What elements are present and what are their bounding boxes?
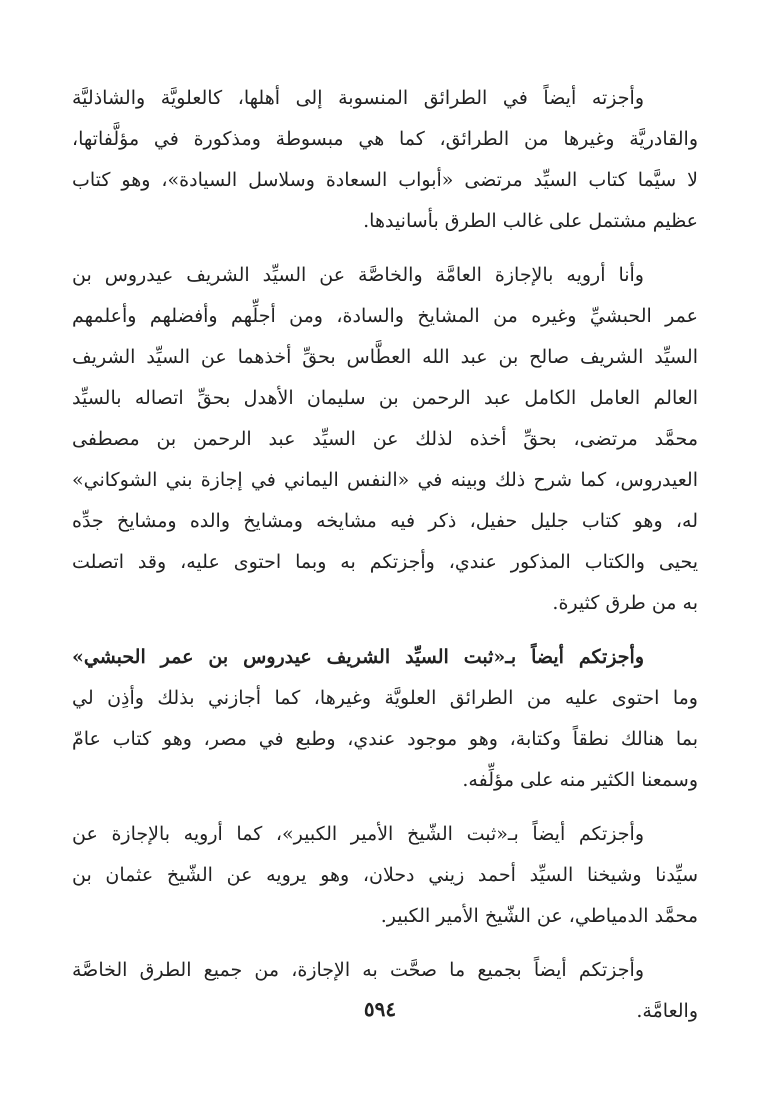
text-line: وما احتوى عليه من الطرائق العلويَّة وغيرها، كما أجازني بذلك وأذِن لي	[72, 687, 698, 709]
text-line: وأجزتكم أيضاً بـ«ثبت الشّيخ الأمير الكبير»، كما أرويه بالإجازة عن	[72, 823, 644, 845]
text-line: وأجزته أيضاً في الطرائق المنسوبة إلى أهلها، كالعلويَّة والشاذليَّة	[72, 87, 644, 109]
paragraph-gap	[72, 937, 698, 950]
paragraph	[72, 78, 698, 242]
text-line: سيِّدنا وشيخنا السيِّد أحمد زيني دحلان، وهو يرويه عن الشّيخ عثمان بن	[72, 864, 698, 886]
text-line: لا سيَّما كتاب السيِّد مرتضى «أبواب السعادة وسلاسل السيادة»، وهو كتاب	[72, 169, 698, 191]
paragraph-gap	[72, 801, 698, 814]
text-line: وأجزتكم أيضاً بـ«ثبت السيِّد الشريف عيدروس بن عمر الحبشي»	[72, 646, 644, 668]
page-body	[72, 78, 698, 1032]
paragraph-gap	[72, 624, 698, 637]
text-line: بما هنالك نطقاً وكتابة، وهو موجود عندي، وطبع في مصر، وهو كتاب عامّ	[72, 728, 698, 750]
paragraph	[72, 637, 698, 801]
text-line: وأجزتكم أيضاً بجميع ما صحَّت به الإجازة، من جميع الطرق الخاصَّة	[72, 959, 644, 981]
text-line: العالم العامل الكامل عبد الرحمن بن سليمان الأهدل بحقِّ اتصاله بالسيِّد	[72, 387, 698, 409]
paragraph	[72, 814, 698, 937]
paragraph	[72, 255, 698, 624]
text-line: له، وهو كتاب جليل حفيل، ذكر فيه مشايخه ومشايخ والده ومشايخ جدِّه	[72, 510, 698, 532]
text-line: والعامَّة.	[636, 1000, 698, 1022]
paragraph-gap	[72, 242, 698, 255]
text-line: محمَّد الدمياطي، عن الشّيخ الأمير الكبير.	[380, 905, 698, 927]
text-line: العيدروس، كما شرح ذلك وبينه في «النفس اليماني في إجازة بني الشوكاني»	[72, 469, 698, 491]
text-line: وأنا أرويه بالإجازة العامَّة والخاصَّة عن السيِّد الشريف عيدروس بن	[72, 264, 644, 286]
text-line: عمر الحبشيِّ وغيره من المشايخ والسادة، ومن أجلِّهم وأفضلهم وأعلمهم	[72, 305, 698, 327]
text-line: عظيم مشتمل على غالب الطرق بأسانيدها.	[363, 210, 698, 232]
text-line: السيِّد الشريف صالح بن عبد الله العطَّاس بحقِّ أخذهما عن السيِّد الشريف	[72, 346, 698, 368]
text-line: محمَّد مرتضى، بحقِّ أخذه لذلك عن السيِّد عبد الرحمن بن مصطفى	[72, 428, 698, 450]
page-number: ٥٩٤	[363, 997, 397, 1021]
text-line: يحيى والكتاب المذكور عندي، وأجزتكم به وبما احتوى عليه، وقد اتصلت	[72, 551, 698, 573]
text-line: به من طرق كثيرة.	[552, 592, 698, 614]
text-line: وسمعنا الكثير منه على مؤلِّفه.	[462, 769, 698, 791]
text-line: والقادريَّة وغيرها من الطرائق، كما هي مبسوطة ومذكورة في مؤلَّفاتها،	[72, 128, 698, 150]
